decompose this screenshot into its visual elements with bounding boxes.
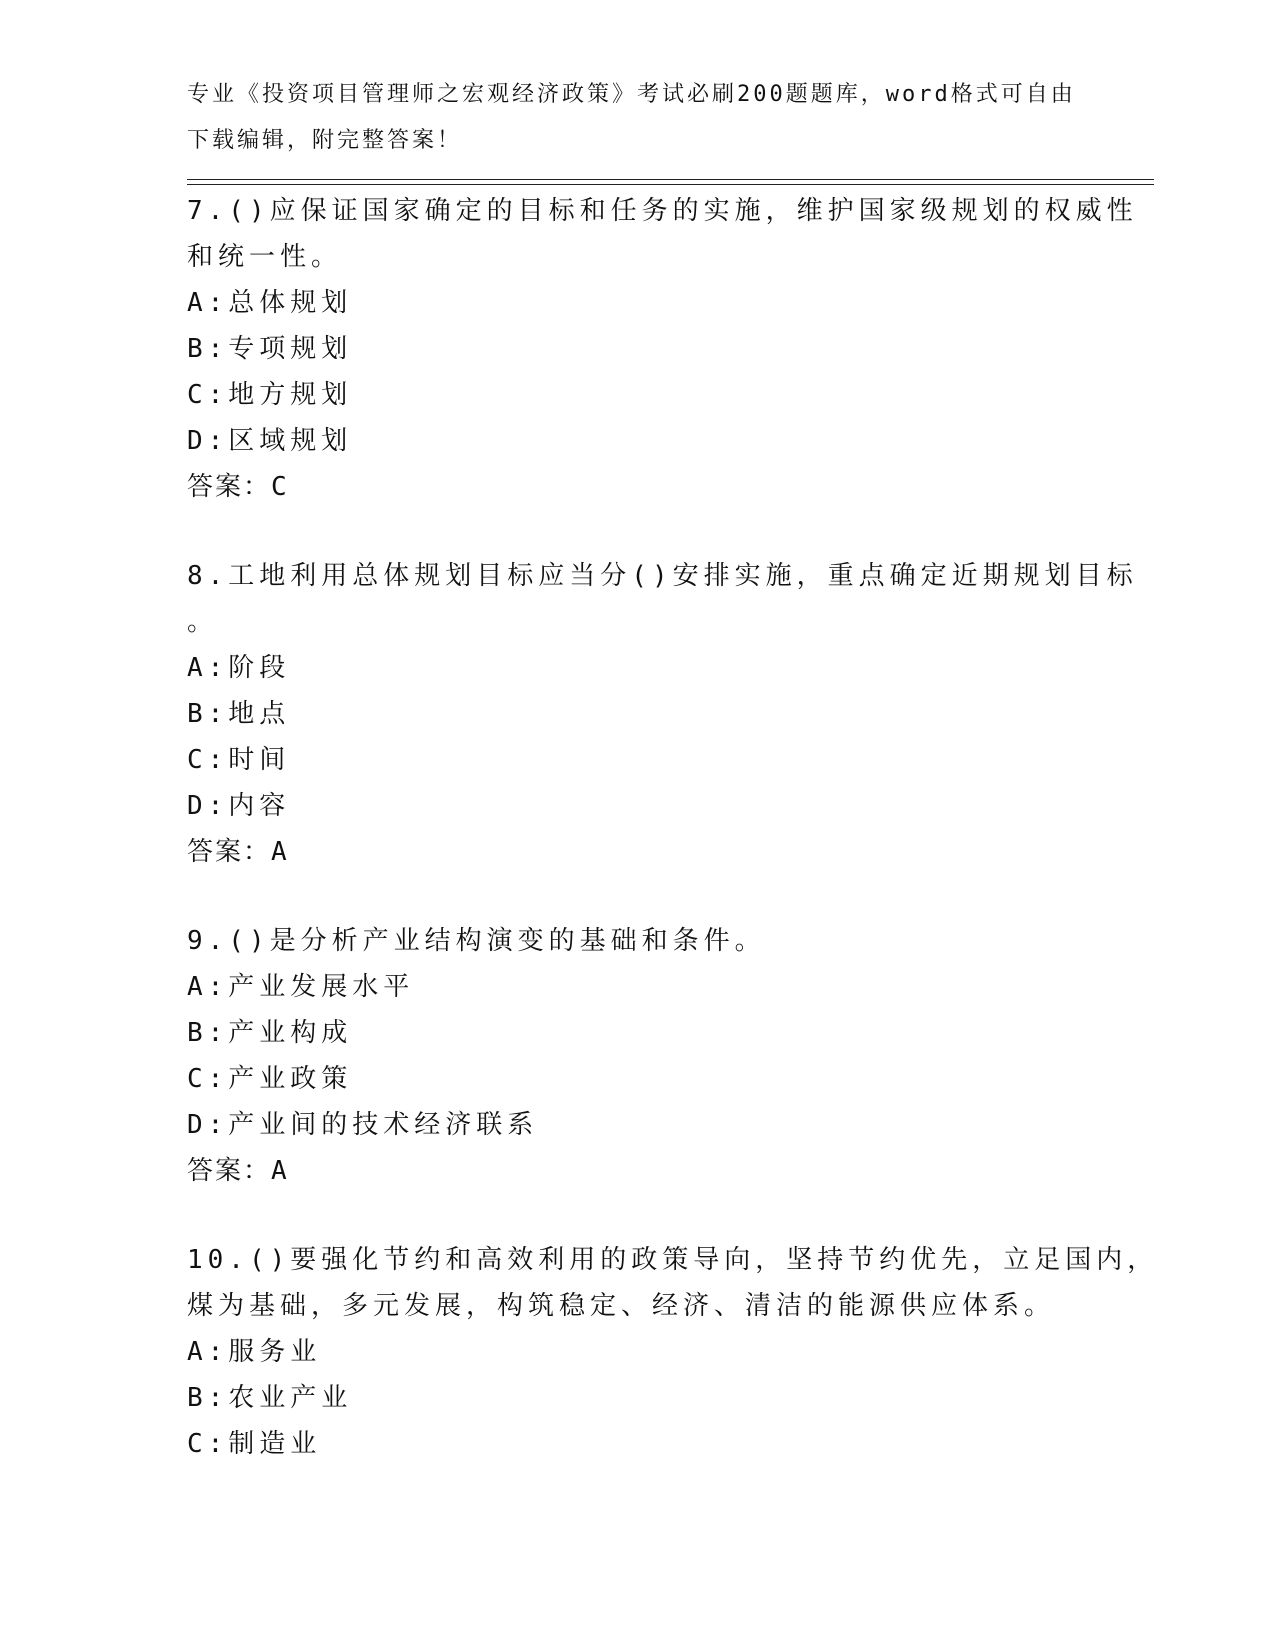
question-stem-continued: 。 [187, 607, 219, 637]
question-spacer [187, 510, 1087, 553]
question-spacer [187, 1194, 1087, 1237]
option-b: B:专项规划 [187, 334, 353, 364]
question-stem: 8.工地利用总体规划目标应当分()安排实施，重点确定近期规划目标 [187, 561, 1138, 591]
answer-line: 答案：A [187, 1156, 289, 1186]
answer-line: 答案：A [187, 837, 289, 867]
header-line-2: 下载编辑，附完整答案！ [187, 128, 463, 153]
answer-line: 答案：C [187, 472, 289, 502]
option-b: B:地点 [187, 699, 291, 729]
option-d: D:区域规划 [187, 426, 353, 456]
question-9 [187, 918, 1087, 1194]
option-c: C:时间 [187, 745, 291, 775]
option-a: A:服务业 [187, 1337, 322, 1367]
option-b: B:农业产业 [187, 1383, 353, 1413]
header-line-1: 专业《投资项目管理师之宏观经济政策》考试必刷200题题库，word格式可自由 [187, 82, 1076, 107]
document-header [187, 72, 1076, 164]
header-divider-bottom [187, 184, 1154, 185]
question-stem: 10.()要强化节约和高效利用的政策导向，坚持节约优先，立足国内， [187, 1245, 1159, 1275]
option-d: D:内容 [187, 791, 291, 821]
option-c: C:产业政策 [187, 1064, 353, 1094]
option-d: D:产业间的技术经济联系 [187, 1110, 539, 1140]
question-10 [187, 1237, 1159, 1467]
question-spacer [187, 875, 1087, 918]
header-divider-top [187, 179, 1154, 180]
question-stem: 7.()应保证国家确定的目标和任务的实施，维护国家级规划的权威性 [187, 196, 1138, 226]
question-7 [187, 188, 1138, 510]
question-stem: 9.()是分析产业结构演变的基础和条件。 [187, 926, 766, 956]
option-c: C:制造业 [187, 1429, 322, 1459]
option-a: A:总体规划 [187, 288, 353, 318]
question-stem-continued: 煤为基础，多元发展，构筑稳定、经济、清洁的能源供应体系。 [187, 1291, 1056, 1321]
question-stem-continued: 和统一性。 [187, 242, 343, 272]
option-a: A:产业发展水平 [187, 972, 415, 1002]
question-8 [187, 553, 1138, 875]
option-b: B:产业构成 [187, 1018, 353, 1048]
question-list [187, 188, 1159, 1467]
option-c: C:地方规划 [187, 380, 353, 410]
option-a: A:阶段 [187, 653, 291, 683]
